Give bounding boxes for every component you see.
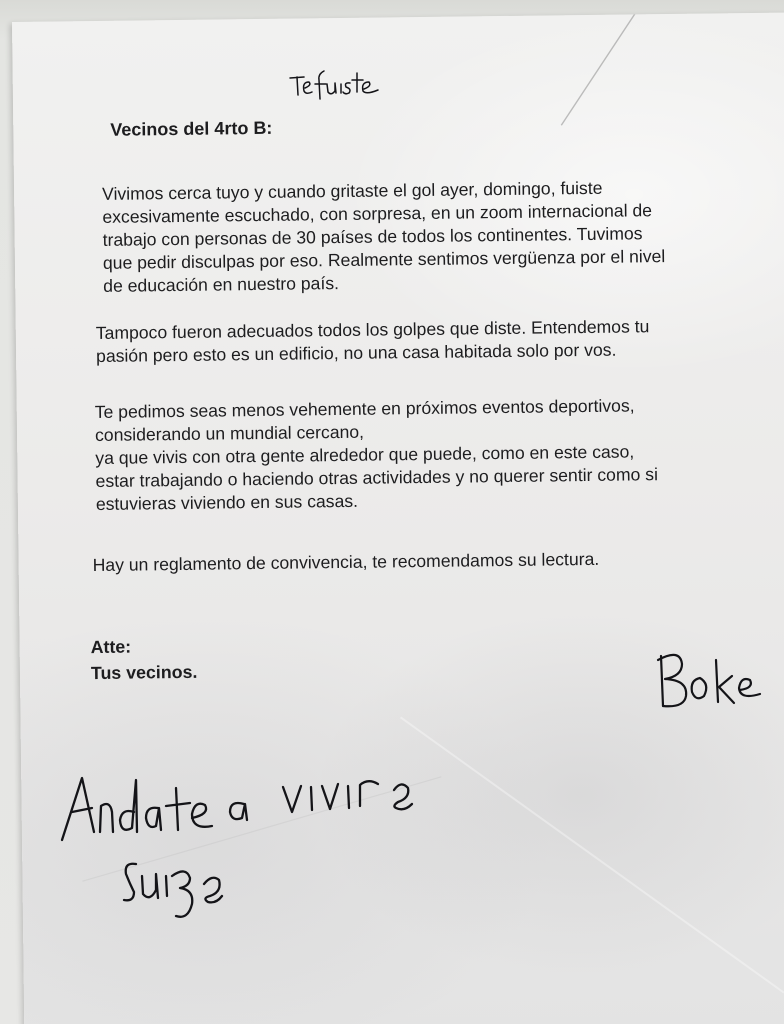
paragraph-3-line-4: estar trabajando o haciendo otras actividades y no querer sentir como si (95, 464, 659, 492)
paragraph-3-line-5: estuvieras viviendo en sus casas. (95, 490, 359, 515)
paragraph-3-line-2: considerando un mundial cercano, (94, 421, 365, 446)
paragraph-2-line-1: Tampoco fueron adecuados todos los golpes que diste. Entendemos tu (95, 316, 650, 343)
paragraph-3-line-3: ya que vivis con otra gente alrededor que puede, como en este caso, (95, 441, 635, 469)
paragraph-3-line-1: Te pedimos seas menos vehemente en próximos eventos deportivos, (94, 395, 635, 423)
paragraph-1-line-4: que pedir disculpas por eso. Realmente sentimos vergüenza por el nivel (102, 246, 666, 273)
paragraph-4: Hay un reglamento de convivencia, te recomendamos su lectura. (92, 548, 600, 576)
paper-sheet (12, 12, 784, 1024)
paper-crease (12, 12, 784, 1024)
letter-heading: Vecinos del 4rto B: (110, 117, 273, 140)
paragraph-1-line-1: Vivimos cerca tuyo y cuando gritaste el gol ayer, domingo, fuiste (101, 177, 603, 204)
typed-signature: Tus vecinos. (90, 661, 198, 684)
paragraph-1-line-5: de educación en nuestro país. (103, 273, 340, 296)
paragraph-2-line-2: pasión pero esto es un edificio, no una casa habitada solo por vos. (95, 339, 617, 366)
paragraph-1-line-2: excesivamente escuchado, con sorpresa, en un zoom internacional de (102, 200, 653, 227)
paragraph-1-line-3: trabajo con personas de 30 países de todos los continentes. Tuvimos (102, 223, 643, 250)
closing: Atte: (90, 636, 132, 658)
